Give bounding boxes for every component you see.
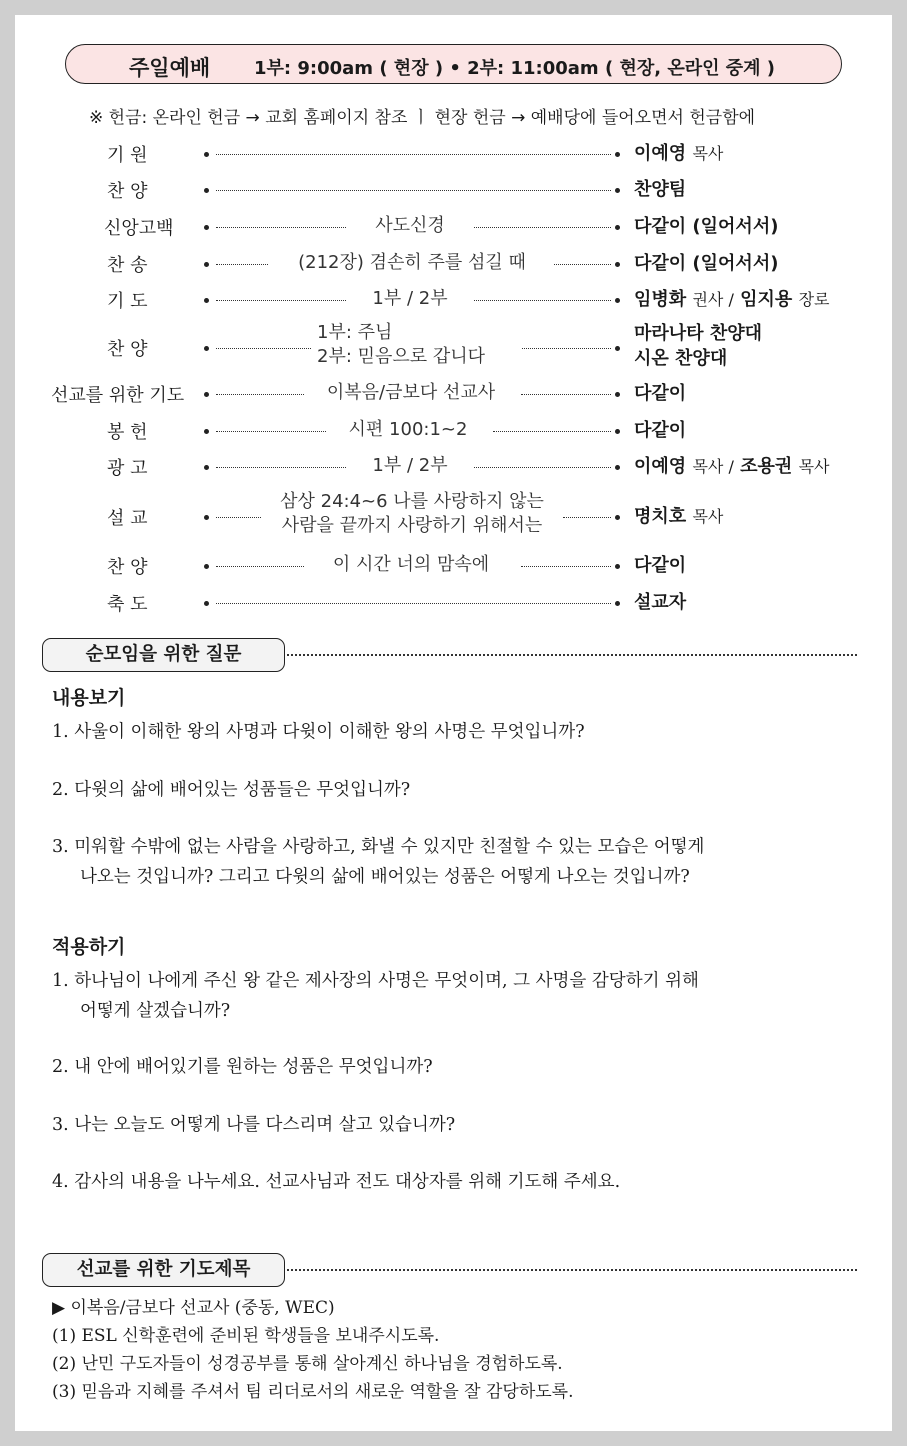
order-label: 기 원 [107,145,148,166]
order-leader: 이예영 목사 [634,143,724,164]
order-detail: 1부 / 2부 [372,288,448,309]
order-detail: 사도신경 [375,215,445,236]
dotted-leader [216,300,346,301]
dotted-leader [474,300,611,301]
order-detail: 이 시간 너의 맘속에 [332,554,490,575]
question-item: 3. 나는 오늘도 어떻게 나를 다스리며 살고 있습니까? [52,1115,456,1135]
bullet-dot [204,392,209,397]
order-leader: 설교자 [634,592,687,613]
order-leader: 다같이 [634,555,687,576]
bullet-dot [204,262,209,267]
question-item: 3. 미워할 수밖에 없는 사람을 사랑하고, 화낼 수 있지만 친절할 수 있는 모습은 어떻게 나오는 것입니까? 그리고 다윗의 삶에 배어있는 성품은 어떻게 나오는 것입니까? [52,837,705,887]
dotted-leader [521,566,611,567]
order-detail: 삼상 24:4~6 나를 사랑하지 않는 사람을 끝까지 사랑하기 위해서는 [280,491,544,536]
dotted-leader [216,227,346,228]
dotted-leader [216,566,304,567]
question-item: 1. 하나님이 나에게 주신 왕 같은 제사장의 사명은 무엇이며, 그 사명을 감당하기 위해 어떻게 살겠습니까? [52,971,699,1021]
order-label: 찬 양 [107,181,148,202]
bullet-dot [615,601,620,606]
apply-heading: 적용하기 [52,936,126,958]
bulletin-page [15,15,892,1431]
order-leader: 다같이 [634,383,687,404]
dotted-leader [216,467,346,468]
order-label: 광 고 [107,458,148,479]
bullet-dot [615,188,620,193]
order-leader: 다같이 [634,420,687,441]
order-detail: 이복음/금보다 선교사 [326,382,496,403]
dotted-leader [554,264,611,265]
order-label: 찬 양 [107,557,148,578]
order-label: 신앙고백 [104,218,174,239]
order-detail: 1부: 주님 2부: 믿음으로 갑니다 [317,322,486,367]
questions-section-title: 순모임을 위한 질문 [42,638,285,672]
bullet-dot [615,152,620,157]
order-leader: 마라나타 찬양대 시온 찬양대 [634,323,762,369]
section-divider [287,1269,857,1271]
dotted-leader [474,467,611,468]
order-detail: (212장) 겸손히 주를 섬길 때 [298,252,526,273]
bullet-dot [204,465,209,470]
order-detail: 시편 100:1~2 [348,419,468,440]
bullet-dot [204,515,209,520]
bullet-dot [615,298,620,303]
order-label: 찬 양 [107,339,148,360]
bullet-dot [204,152,209,157]
order-leader: 찬양팀 [634,179,687,200]
section-divider [287,654,857,656]
offering-note: ※ 헌금: 온라인 헌금 → 교회 홈페이지 참조 ㅣ 현장 헌금 → 예배당에 들어오면서 헌금함에 [89,108,756,128]
prayer-item: (3) 믿음과 지혜를 주셔서 팀 리더로서의 새로운 역할을 잘 감당하도록. [52,1382,574,1402]
order-label: 설 교 [107,508,148,529]
order-label: 기 도 [107,291,148,312]
bullet-dot [204,188,209,193]
mission-section-title: 선교를 위한 기도제목 [42,1253,285,1287]
dotted-leader [493,431,611,432]
bullet-dot [204,298,209,303]
prayer-item: (2) 난민 구도자들이 성경공부를 통해 살아계신 하나님을 경험하도록. [52,1354,563,1374]
bullet-dot [615,465,620,470]
order-leader: 다같이 (일어서서) [634,253,779,274]
service-times: 1부: 9:00am ( 현장 ) • 2부: 11:00am ( 현장, 온라인 중계 ) [254,58,776,79]
dotted-leader [521,394,611,395]
dotted-leader [522,348,611,349]
dotted-leader [474,227,611,228]
bullet-dot [615,262,620,267]
dotted-leader [216,348,311,349]
dotted-leader [216,190,611,191]
content-heading: 내용보기 [52,687,126,709]
dotted-leader [216,517,261,518]
bullet-dot [204,346,209,351]
bullet-dot [615,515,620,520]
dotted-leader [216,394,304,395]
bullet-dot [615,429,620,434]
question-item: 2. 내 안에 배어있기를 원하는 성품은 무엇입니까? [52,1057,433,1077]
bullet-dot [615,225,620,230]
order-leader: 임병화 권사 / 임지용 장로 [634,289,830,310]
question-item: 2. 다윗의 삶에 배어있는 성품들은 무엇입니까? [52,780,411,800]
bullet-dot [204,601,209,606]
service-header [65,44,842,84]
order-leader: 다같이 (일어서서) [634,216,779,237]
question-item: 1. 사울이 이해한 왕의 사명과 다윗이 이해한 왕의 사명은 무엇입니까? [52,722,585,742]
bullet-dot [204,225,209,230]
dotted-leader [216,603,611,604]
dotted-leader [216,154,611,155]
order-label: 찬 송 [107,255,148,276]
bullet-dot [204,564,209,569]
bullet-dot [615,346,620,351]
dotted-leader [563,517,611,518]
service-title: 주일예배 [129,56,211,80]
order-detail: 1부 / 2부 [372,455,448,476]
bullet-dot [615,564,620,569]
order-label: 축 도 [107,594,148,615]
question-item: 4. 감사의 내용을 나누세요. 선교사님과 전도 대상자를 위해 기도해 주세요. [52,1172,621,1192]
order-leader: 이예영 목사 / 조용권 목사 [634,456,830,477]
order-label: 봉 헌 [107,422,148,443]
bullet-dot [615,392,620,397]
missionary-name: ▶ 이복음/금보다 선교사 (중동, WEC) [52,1298,335,1318]
order-leader: 명치호 목사 [634,506,724,527]
prayer-item: (1) ESL 신학훈련에 준비된 학생들을 보내주시도록. [52,1326,440,1346]
order-label: 선교를 위한 기도 [51,385,185,406]
dotted-leader [216,431,326,432]
dotted-leader [216,264,268,265]
bullet-dot [204,429,209,434]
